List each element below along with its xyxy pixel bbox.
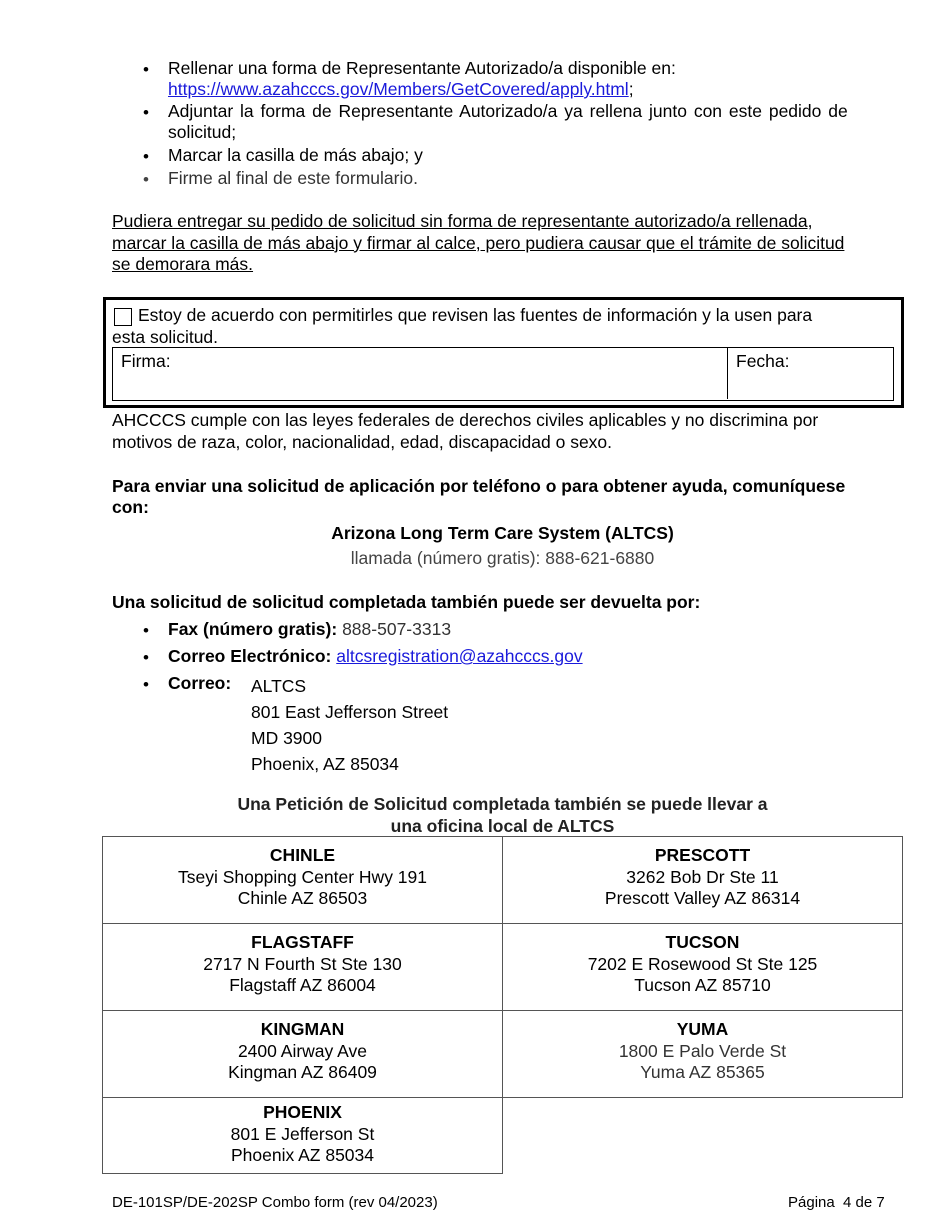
signature-divider — [727, 347, 728, 399]
office-address: Tseyi Shopping Center Hwy 191 — [177, 866, 428, 887]
office-name: PRESCOTT — [654, 845, 751, 865]
mail-address — [251, 673, 448, 777]
office-name: CHINLE — [269, 845, 336, 865]
bullet-icon: • — [143, 60, 149, 79]
offices-heading-line: Una Petición de Solicitud completada también se puede llevar a — [237, 794, 768, 814]
office-cell-kingman — [103, 1011, 503, 1098]
office-address: 2717 N Fourth St Ste 130 — [203, 953, 402, 974]
office-address: 7202 E Rosewood St Ste 125 — [587, 953, 818, 974]
bullet-icon: • — [143, 103, 149, 122]
office-city: Flagstaff AZ 86004 — [229, 975, 376, 995]
bullet-icon: • — [143, 170, 149, 189]
office-cell-chinle — [103, 837, 503, 924]
page-number: Página 4 de 7 — [788, 1194, 885, 1211]
warning-line: Pudiera entregar su pedido de solicitud sin forma de representante autorizado/a rellenada, — [112, 211, 813, 231]
office-cell-yuma — [503, 1011, 903, 1098]
office-address: 3262 Bob Dr Ste 11 — [626, 866, 779, 887]
office-cell-empty — [503, 1098, 903, 1174]
office-cell-prescott — [503, 837, 903, 924]
offices-heading-line: una oficina local de ALTCS — [390, 815, 615, 836]
warning-line: se demorara más. — [112, 254, 254, 274]
bullet-suffix: ; — [628, 79, 634, 99]
warning-line: marcar la casilla de más abajo y firmar al calce, pero pudiera causar que el trámite de solicitud — [112, 232, 845, 253]
nondiscrimination-line: motivos de raza, color, nacionalidad, edad, discapacidad o sexo. — [112, 431, 613, 452]
consent-text-line1: Estoy de acuerdo con permitirles que revisen las fuentes de información y la usen para — [138, 305, 813, 325]
office-cell-flagstaff — [103, 924, 503, 1011]
office-cell-tucson — [503, 924, 903, 1011]
office-address: 801 E Jefferson St — [230, 1123, 375, 1144]
form-id: DE-101SP/DE-202SP Combo form (rev 04/2023) — [112, 1194, 438, 1211]
mail-label: Correo: — [168, 673, 232, 693]
bullet-item-2 — [168, 101, 894, 143]
bullet-icon: • — [143, 675, 149, 694]
office-city: Phoenix AZ 85034 — [230, 1145, 375, 1165]
mail-address-line: 801 East Jefferson Street — [251, 702, 449, 722]
consent-checkbox[interactable] — [114, 308, 132, 326]
signature-field[interactable] — [137, 368, 722, 394]
mail-address-line: MD 3900 — [251, 728, 323, 748]
date-field[interactable] — [732, 370, 887, 396]
altcs-phone: llamada (número gratis): 888-621-6880 — [350, 548, 655, 568]
bullet-icon: • — [143, 621, 149, 640]
nondiscrimination-text — [112, 410, 818, 453]
mail-address-line: Phoenix, AZ 85034 — [251, 754, 399, 774]
bullet-item-1 — [168, 58, 676, 100]
office-city: Yuma AZ 85365 — [640, 1062, 765, 1082]
office-cell-phoenix — [103, 1098, 503, 1174]
date-label: Fecha: — [736, 351, 790, 371]
bullet-icon: • — [143, 648, 149, 667]
bullet-item-3: Marcar la casilla de más abajo; y — [168, 145, 423, 165]
consent-text-line2: esta solicitud. — [112, 327, 219, 347]
warning-text — [112, 211, 896, 276]
mail-address-line: ALTCS — [251, 676, 307, 696]
office-name: TUCSON — [665, 932, 740, 952]
email-row — [168, 646, 583, 667]
bullet-icon: • — [143, 147, 149, 166]
bullet-item-4: Firme al final de este formulario. — [168, 168, 418, 188]
email-label: Correo Electrónico: — [168, 646, 332, 666]
return-methods-heading: Una solicitud de solicitud completada también puede ser devuelta por: — [112, 592, 701, 612]
phone-help-heading-line: Para enviar una solicitud de aplicación por teléfono o para obtener ayuda, comuníquese — [112, 476, 846, 496]
phone-help-heading — [112, 476, 845, 518]
office-name: YUMA — [676, 1019, 729, 1039]
altcs-org-name: Arizona Long Term Care System (ALTCS) — [331, 523, 674, 543]
office-address: 1800 E Palo Verde St — [618, 1040, 787, 1061]
signature-label: Firma: — [121, 351, 171, 371]
bullet-text: Rellenar una forma de Representante Autorizado/a disponible en: — [168, 58, 676, 78]
office-name: FLAGSTAFF — [251, 932, 354, 952]
phone-help-heading-line: con: — [112, 497, 149, 517]
bullet-text-cont: solicitud; — [168, 122, 237, 142]
bullet-text: Adjuntar la forma de Representante Autorizado/a ya rellena junto con este pedido de — [168, 101, 848, 121]
office-city: Prescott Valley AZ 86314 — [604, 888, 801, 908]
office-city: Chinle AZ 86503 — [237, 888, 368, 908]
office-city: Kingman AZ 86409 — [228, 1062, 377, 1082]
office-city: Tucson AZ 85710 — [634, 975, 771, 995]
offices-heading — [102, 794, 903, 837]
fax-label: Fax (número gratis): — [168, 619, 338, 639]
fax-number: 888-507-3313 — [342, 619, 452, 639]
nondiscrimination-line: AHCCCS cumple con las leyes federales de derechos civiles aplicables y no discrimina por — [112, 410, 819, 430]
office-name: KINGMAN — [260, 1019, 345, 1039]
apply-link[interactable]: https://www.azahcccs.gov/Members/GetCovered/apply.html — [168, 79, 629, 99]
office-address: 2400 Airway Ave — [237, 1040, 368, 1061]
email-link[interactable]: altcsregistration@azahcccs.gov — [336, 646, 583, 666]
office-name: PHOENIX — [263, 1102, 342, 1122]
fax-row — [168, 619, 451, 640]
offices-table — [102, 836, 903, 1174]
